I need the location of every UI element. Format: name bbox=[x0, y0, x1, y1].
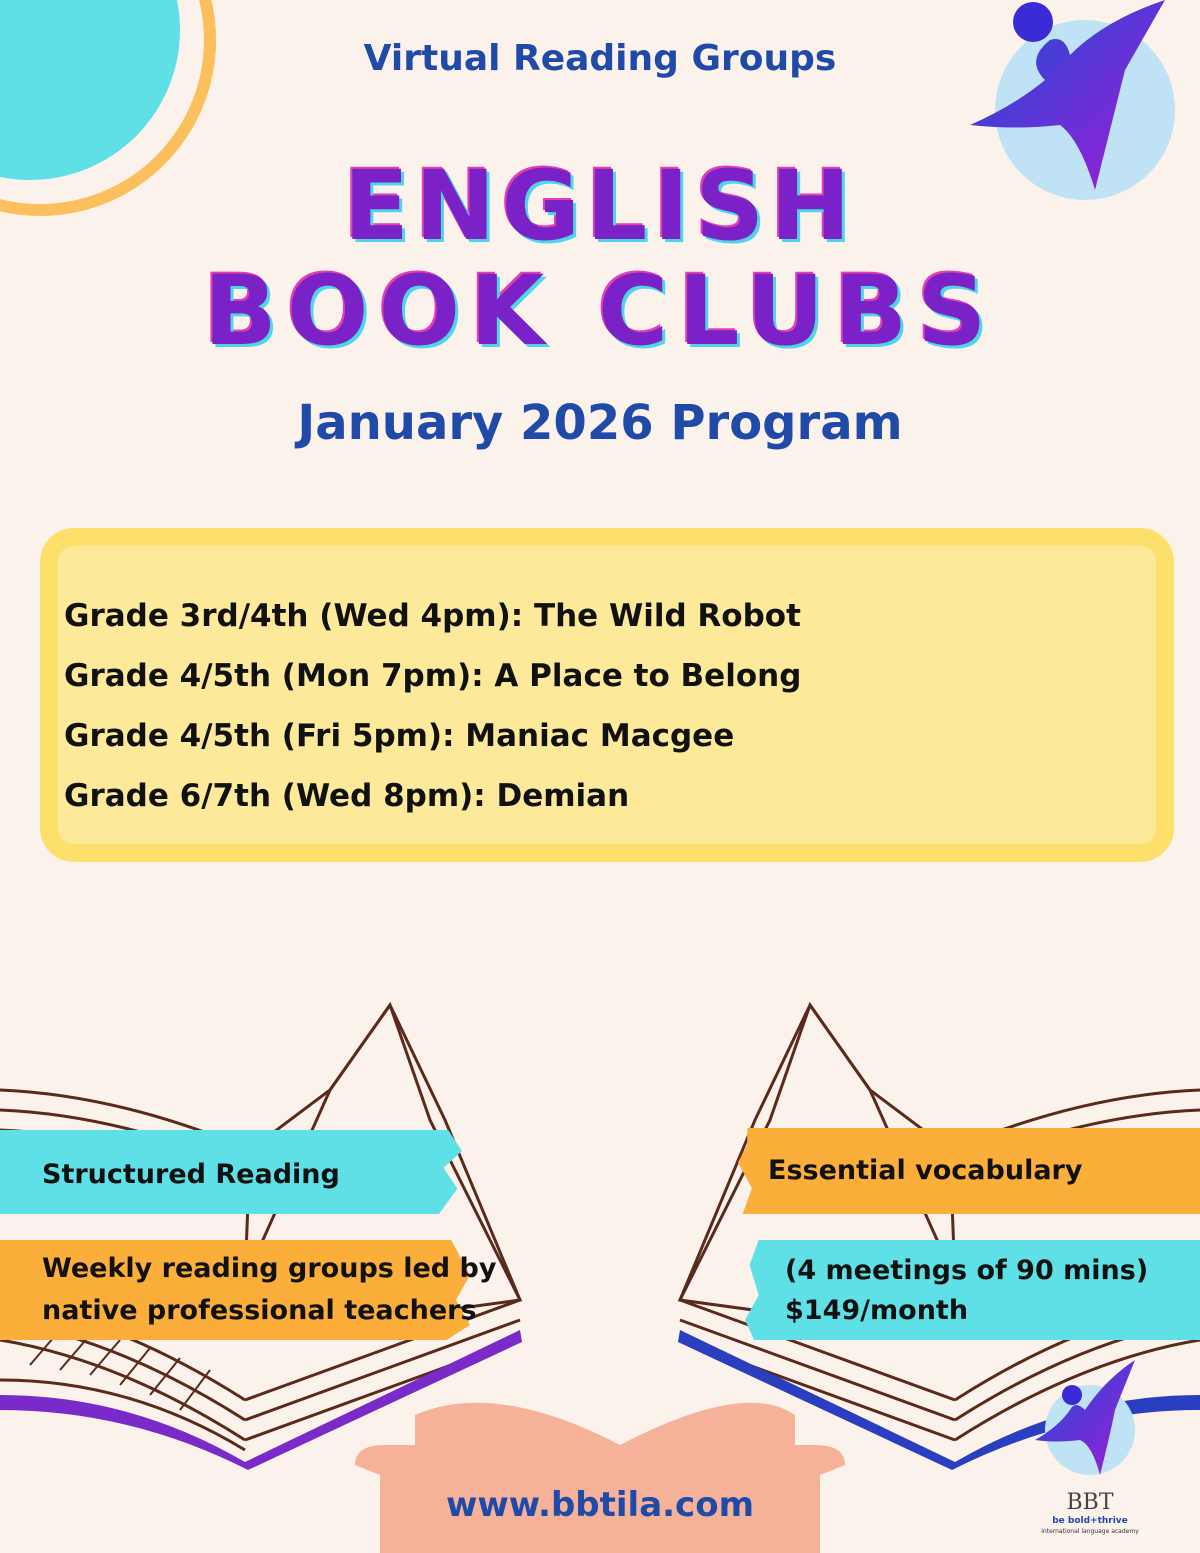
bbt-small-logo-icon bbox=[1030, 1355, 1150, 1485]
structured-reading-label: Structured Reading bbox=[42, 1159, 340, 1190]
logo-tagline-sub: international language academy bbox=[1041, 1528, 1139, 1535]
schedule-line: Grade 3rd/4th (Wed 4pm): The Wild Robot bbox=[64, 598, 801, 634]
schedule-line: Grade 4/5th (Fri 5pm): Maniac Macgee bbox=[64, 718, 735, 754]
meetings-info: (4 meetings of 90 mins) bbox=[785, 1255, 1149, 1286]
weekly-groups-line-1: Weekly reading groups led by bbox=[42, 1253, 497, 1284]
title-line-1: ENGLISH bbox=[343, 150, 857, 262]
price-info: $149/month bbox=[785, 1295, 969, 1326]
vocabulary-label: Essential vocabulary bbox=[768, 1155, 1083, 1186]
title-line-2: BOOK CLUBS bbox=[203, 255, 997, 367]
schedule-line: Grade 6/7th (Wed 8pm): Demian bbox=[64, 778, 630, 814]
logo-tagline: be bold+thrive bbox=[1052, 1516, 1128, 1526]
subtitle: Virtual Reading Groups bbox=[363, 38, 837, 79]
program-heading: January 2026 Program bbox=[297, 395, 903, 451]
reader-silhouette-illustration bbox=[355, 1385, 845, 1553]
logo-text: BBT bbox=[1066, 1490, 1114, 1515]
schedule-line: Grade 4/5th (Mon 7pm): A Place to Belong bbox=[64, 658, 802, 694]
website-link[interactable]: www.bbtila.com bbox=[445, 1485, 754, 1525]
weekly-groups-line-2: native professional teachers bbox=[42, 1295, 477, 1326]
